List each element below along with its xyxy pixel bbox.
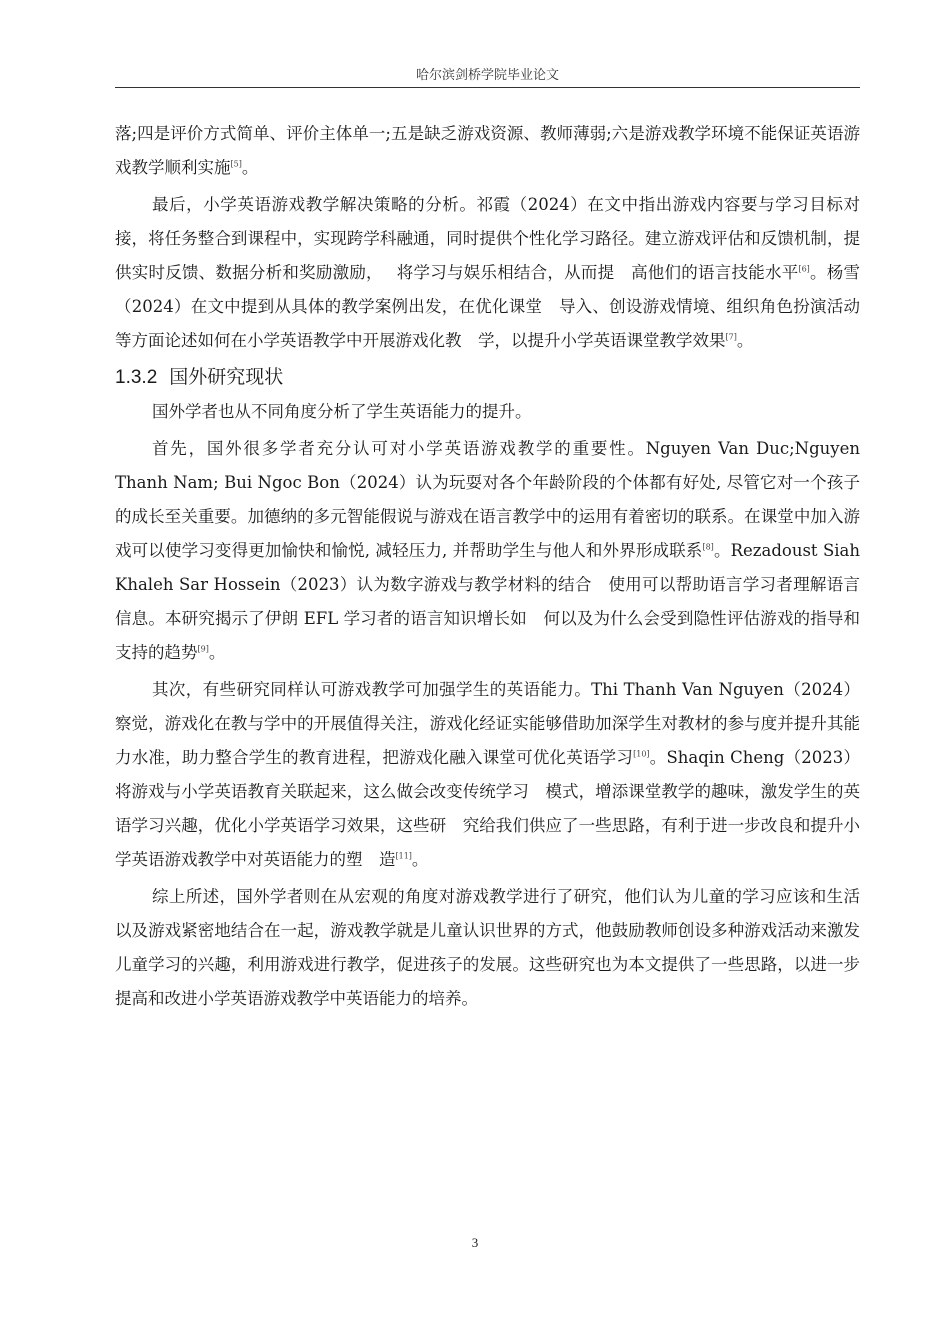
header-divider <box>115 87 860 88</box>
citation-marker: [8] <box>702 542 714 552</box>
section-heading <box>115 362 860 393</box>
citation-marker: [6] <box>798 264 810 274</box>
paragraph-intro: 国外学者也从不同角度分析了学生英语能力的提升。 <box>152 402 532 421</box>
section-number: 1.3.2 <box>115 367 158 388</box>
citation-marker: [9] <box>197 644 209 654</box>
paragraph-second: 其次，有些研究同样认可游戏教学可加强学生的英语能力。Thi Thanh Van Nguyen（2024）察觉，游戏化在教与学中的开展值得关注，游戏化经证实能够借助加深学生对教材的参与度并提升其能力水准，助力整合学生的教育进程，把游戏化融入课堂可优化英语学习[10]。Shaqin Cheng（2023）将游戏与小学英语教育关联起来，这么做会改变传统学习 模式，增添课堂教学的趣味，激发学生的英语学习兴趣，优化小学英语学习效果，这些研 究给我们供应了一些思路，有利于进一步改良和提升小学英语游戏教学中对英语能力的塑 造[11]。 <box>115 680 861 869</box>
page-body <box>115 117 860 1019</box>
running-header: 哈尔滨剑桥学院毕业论文 <box>415 68 559 83</box>
citation-marker: [7] <box>725 332 737 342</box>
page-number: 3 <box>471 1235 479 1250</box>
citation-marker: [11] <box>395 851 412 861</box>
citation-marker: [10] <box>633 749 650 759</box>
paragraph-first: 首先，国外很多学者充分认可对小学英语游戏教学的重要性。Nguyen Van Duc;Nguyen Thanh Nam; Bui Ngoc Bon（2024）认为玩耍对各个年龄阶段的个体都有好处, 尽管它对一个孩子的成长至关重要。加德纳的多元智能假说与游戏在语言教学中的运用有着密切的联系。在课堂中加入游戏可以使学习变得更加愉快和愉悦, 减轻压力, 并帮助学生与他人和外界形成联系[8]。Rezadoust Siah Khaleh Sar Hossein（2023）认为数字游戏与教学材料的结合 使用可以帮助语言学习者理解语言信息。本研究揭示了伊朗 EFL 学习者的语言知识增长如 何以及为什么会受到隐性评估游戏的指导和支持的趋势[9]。 <box>115 439 860 662</box>
paragraph-summary: 综上所述，国外学者则在从宏观的角度对游戏教学进行了研究，他们认为儿童的学习应该和生活以及游戏紧密地结合在一起，游戏教学就是儿童认识世界的方式，他鼓励教师创设多种游戏活动来激发儿童学习的兴趣，利用游戏进行教学，促进孩子的发展。这些研究也为本文提供了一些思路，以进一步提高和改进小学英语游戏教学中英语能力的培养。 <box>115 887 860 1008</box>
citation-marker: [5] <box>230 159 242 169</box>
paragraph-domestic-strategy: 最后，小学英语游戏教学解决策略的分析。祁霞（2024）在文中指出游戏内容要与学习目标对接，将任务整合到课程中，实现跨学科融通，同时提供个性化学习路径。建立游戏评估和反馈机制，提供实时反馈、数据分析和奖励激励， 将学习与娱乐相结合，从而提 高他们的语言技能水平[6]。杨雪（2024）在文中提到从具体的教学案例出发，在优化课堂 导入、创设游戏情境、组织角色扮演活动等方面论述如何在小学英语教学中开展游戏化教 学，以提升小学英语课堂教学效果[7]。 <box>115 195 861 350</box>
section-title: 国外研究现状 <box>169 366 284 388</box>
paragraph-continued: 落;四是评价方式简单、评价主体单一;五是缺乏游戏资源、教师薄弱;六是游戏教学环境不能保证英语游戏教学顺利实施[5]。 <box>115 124 860 177</box>
